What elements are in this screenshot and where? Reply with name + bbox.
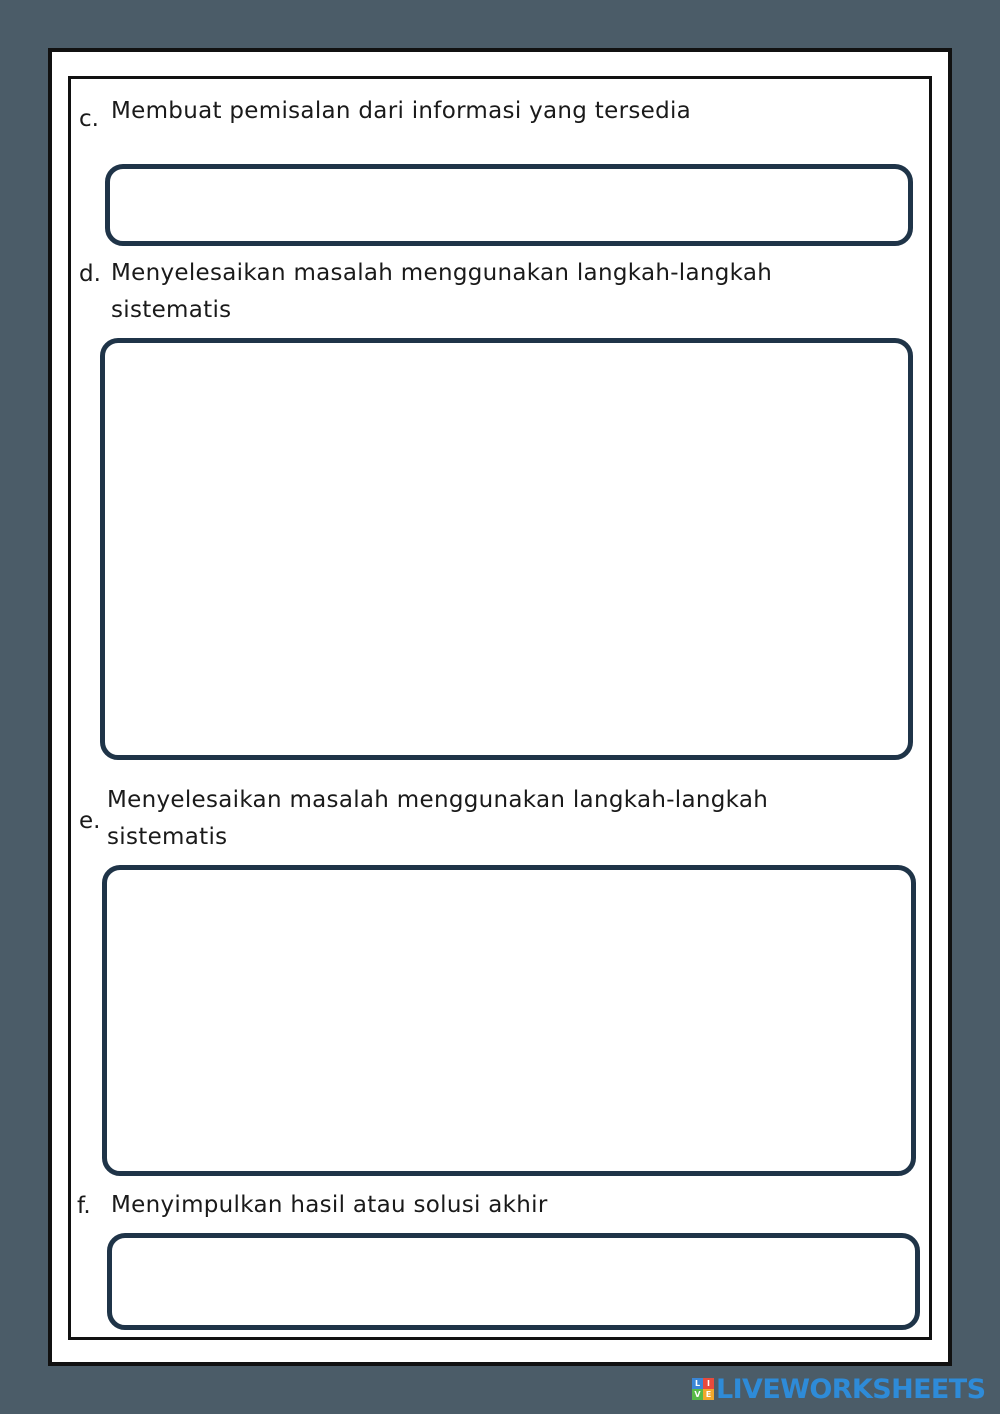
logo-letter-v: V xyxy=(692,1389,703,1400)
liveworksheets-brand[interactable] xyxy=(692,1374,985,1404)
liveworksheets-logo-icon xyxy=(692,1378,714,1400)
item-d-question-line2: sistematis xyxy=(111,297,232,323)
logo-letter-e: E xyxy=(703,1389,714,1400)
liveworksheets-wordmark: LIVEWORKSHEETS xyxy=(716,1373,986,1405)
logo-letter-i: I xyxy=(703,1378,714,1389)
item-e-question-line1: Menyelesaikan masalah menggunakan langkah-langkah xyxy=(107,787,769,813)
answer-box-d[interactable] xyxy=(100,338,913,760)
item-e-question-line2: sistematis xyxy=(107,824,228,850)
item-e-letter: e. xyxy=(79,808,101,834)
item-d-letter: d. xyxy=(79,261,101,287)
answer-box-f[interactable] xyxy=(107,1233,920,1330)
item-c-letter: c. xyxy=(79,106,99,132)
item-f-question: Menyimpulkan hasil atau solusi akhir xyxy=(111,1192,548,1218)
logo-letter-l: L xyxy=(692,1378,703,1389)
item-c-question: Membuat pemisalan dari informasi yang tersedia xyxy=(111,98,692,124)
item-d-question-line1: Menyelesaikan masalah menggunakan langkah-langkah xyxy=(111,260,773,286)
answer-box-e[interactable] xyxy=(102,865,916,1176)
item-f-letter: f. xyxy=(77,1193,91,1219)
answer-box-c[interactable] xyxy=(105,164,913,246)
